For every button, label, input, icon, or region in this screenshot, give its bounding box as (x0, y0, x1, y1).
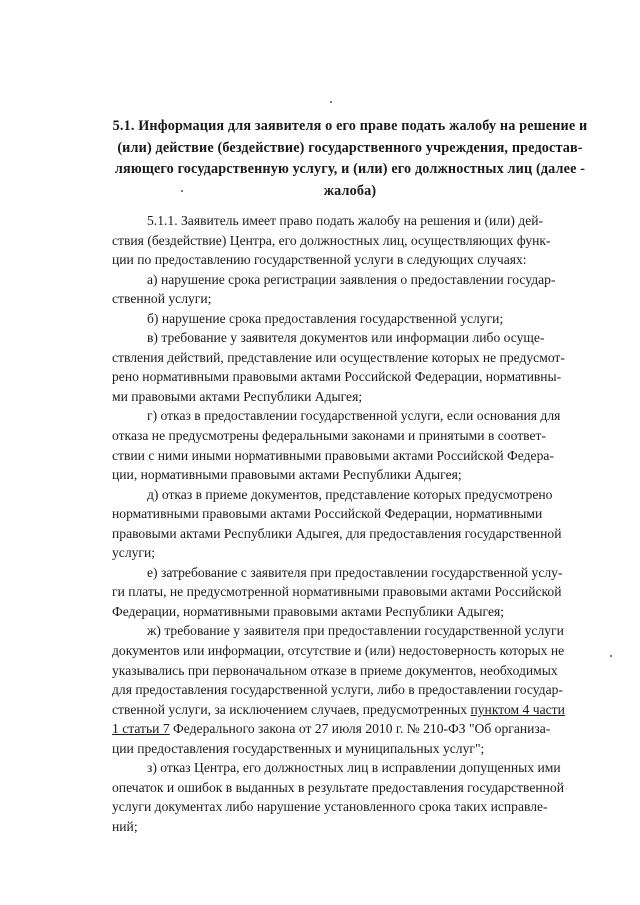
paragraph-g: г) отказ в предоставлении государственной услуги, если основания для отказа не предусмотрены федеральными законами и принятыми в соответ- ствии с ними иными нормативными правовыми актами Российской Федера- ции, нормативными правовыми актами Республики Адыгея; (112, 408, 561, 483)
paragraph-5-1-1: 5.1.1. Заявитель имеет право подать жалобу на решения и (или) дей- ствия (бездействие) Центра, его должностных лиц, осуществляющих функ- ции по предоставлению государственной услуги в следующих случаях: (112, 213, 551, 268)
paragraph-zh (112, 621, 589, 758)
section-heading: 5.1. Информация для заявителя о его праве подать жалобу на решение и (или) действие (бездействие) государственного учреждения, предостав- ляющего государственную услугу, и (или) его должностных лиц (далее - жалоба) (112, 118, 588, 199)
paragraph-a: а) нарушение срока регистрации заявления о предоставлении государ- ственной услуги; (112, 271, 556, 307)
scan-speck (610, 655, 612, 657)
law-reference-link[interactable]: пунктом 4 части 1 статьи 7 (112, 701, 565, 737)
scan-speck (181, 190, 183, 192)
scan-speck (330, 101, 332, 103)
paragraph-b: б) нарушение срока предоставления государственной услуги; (147, 310, 504, 326)
paragraph-d: д) отказ в приеме документов, представление которых предусмотрено нормативными правовыми актами Российской Федерации, нормативными правовыми актами Республики Адыгея, для предоставления государственной услуги; (112, 486, 562, 561)
paragraph-e: е) затребование с заявителя при предоставлении государственной услу- ги платы, не предусмотренной нормативными правовыми актами Российской Федерации, нормативными правовыми актами Республики Адыгея; (112, 564, 563, 619)
paragraph-zh-text: ж) требование у заявителя при предоставлении государственной услуги документов или информации, отсутствие и (или) недостоверность которых не указывались при первоначальном отказе в приеме документов, необходимых для предоставления государственной услуги, либо в предоставлении государ- ственной услуги, за исключением случаев, предусмотренных (112, 623, 565, 717)
document-body (112, 211, 589, 837)
paragraph-zh-text-end: Федерального закона от 27 июля 2010 г. № 210-ФЗ "Об организа- ции предоставления государственных и муниципальных услуг"; (112, 721, 551, 756)
paragraph-z: з) отказ Центра, его должностных лиц в исправлении допущенных ими опечаток и ошибок в выданных в результате предоставления государственной услуги документах либо нарушение установленного срока таких исправле- ний; (112, 760, 564, 834)
paragraph-v: в) требование у заявителя документов или информации либо осуще- ствления действий, представление или осуществление которых не предусмот- рено нормативными правовыми актами Российской Федерации, нормативны- ми правовыми актами Республики Адыгея; (112, 330, 565, 404)
